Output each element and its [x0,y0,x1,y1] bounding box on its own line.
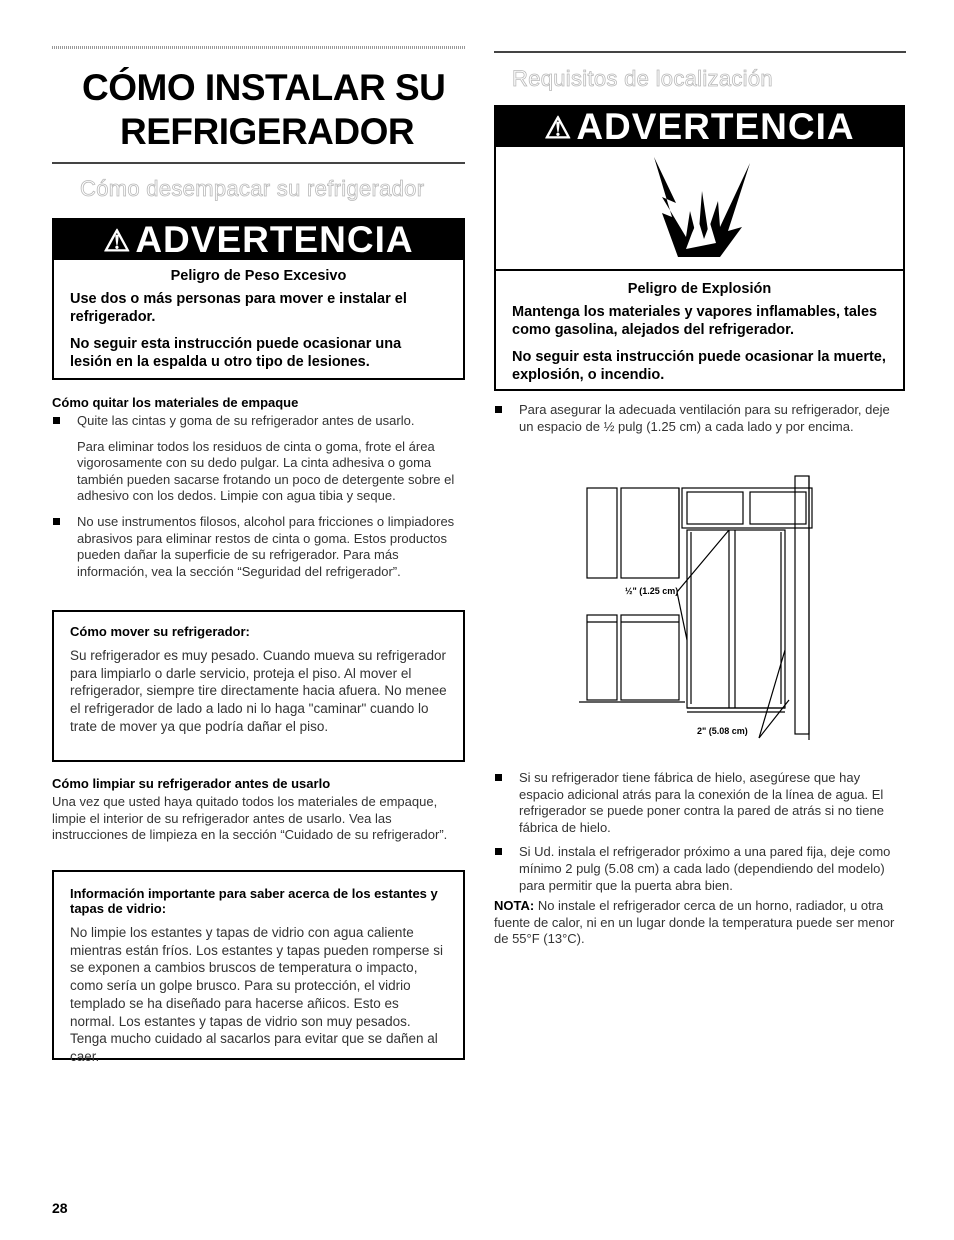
dotted-rule [52,46,465,49]
warning-triangle-icon: ⚠ [103,225,132,258]
remove-packaging-section [52,395,465,580]
warning-text-2: No seguir esta instrucción puede ocasionar la muerte, explosión, o incendio. [512,349,886,383]
ventilation-note [494,402,894,435]
clearance-label-bottom: 2" (5.08 cm) [697,726,748,736]
note-text: No instale el refrigerador cerca de un horno, radiador, u otra fuente de calor, ni en un lugar donde la temperatura puede ser menor de 55°F (13°C). [494,898,895,947]
location-requirements-list [494,770,904,948]
glass-shelves-box [52,870,465,1064]
explosion-warning-box [494,105,905,391]
page-title-line2: REFRIGERADOR [120,111,415,152]
glass-shelves-text: No limpie los estantes y tapas de vidrio con agua caliente mientras están fríos. Los estantes y tapas pueden romperse si se exponen a cambios bruscos de temperatura o impacto, como sería un golpe brusco. Para su protección, el vidrio templado se ha diseñado para hacerse añicos. Esto es normal. Los estantes y tapas de vidrio son muy pesados. Tenga mucho cuidado al sacarlos para evitar que se dañen al caer. [70,925,443,1064]
list-item: Si su refrigerador tiene fábrica de hielo, asegúrese que hay espacio adicional atrás para la conexión de la línea de agua. El refrigerador se puede poner contra la pared de atrás si no tiene fábrica de hielo. [494,770,904,836]
explosion-pictogram-area [496,147,903,271]
list-item: Para asegurar la adecuada ventilación para su refrigerador, deje un espacio de ½ pulg (1.25 cm) a cada lado y por encima. [494,402,894,435]
explosion-icon [646,153,756,263]
warning-subtitle: Peligro de Explosión [627,281,772,297]
clean-section [52,776,465,844]
note-label: NOTA: [494,898,535,914]
warning-header [496,107,903,147]
clearance-label-top: ½" (1.25 cm) [625,586,679,596]
warning-header-text: ADVERTENCIA [135,219,414,260]
warning-text-2: No seguir esta instrucción puede ocasionar una lesión en la espalda u otro tipo de lesiones. [70,336,402,370]
note-paragraph [494,898,904,948]
page-title-line1: CÓMO INSTALAR SU [82,67,446,108]
section-rule [494,51,906,53]
list-item: No use instrumentos filosos, alcohol para fricciones o limpiadores abrasivos para eliminar restos de cinta o goma. Estos productos pueden dañar la superficie de su refrigerador. Para más información, vea la sección “Seguridad del refrigerador”. [52,514,465,580]
weight-warning-box [52,218,465,380]
remove-packaging-paragraph: Para eliminar todos los residuos de cinta o goma, frote el área vigorosamente con su dedo pulgar. La cinta adhesiva o goma también pueden sacarse frotando un poco de detergente sobre el adhesivo con los dedos. Limpie con agua tibia y seque. [77,438,455,504]
installation-clearance-diagram [579,470,899,740]
glass-shelves-heading: Información importante para saber acerca de los estantes y tapas de vidrio: [70,886,438,916]
warning-triangle-icon: ⚠ [544,112,573,145]
page-number: 28 [52,1200,68,1216]
page-title [82,66,445,154]
warning-text-1: Use dos o más personas para mover e instalar el refrigerador. [70,291,407,325]
list-item: Si Ud. instala el refrigerador próximo a una pared fija, deje como mínimo 2 pulg (5.08 cm) a cada lado (dependiendo del modelo) para permitir que la puerta abra bien. [494,844,904,894]
warning-subtitle: Peligro de Peso Excesivo [170,268,347,284]
warning-text-1: Mantenga los materiales y vapores inflamables, tales como gasolina, alejados del refrigerador. [512,304,878,338]
section-title-location: Requisitos de localización [512,66,773,91]
list-item: Quite las cintas y goma de su refrigerador antes de usarlo. [52,413,465,430]
section-rule [52,162,465,164]
remove-packaging-heading: Cómo quitar los materiales de empaque [52,395,299,410]
warning-header [54,220,463,260]
warning-header-text: ADVERTENCIA [576,106,855,147]
clean-text: Una vez que usted haya quitado todos los materiales de empaque, limpie el interior de su refrigerador antes de usarlo. Vea las instrucciones de limpieza en la sección “Cuidado de su refrigerador”. [52,794,448,843]
move-refrigerator-box [52,610,465,762]
section-title-unpack: Cómo desempacar su refrigerador [80,176,425,201]
move-refrigerator-text: Su refrigerador es muy pesado. Cuando mueva su refrigerador para limpiarlo o darle servicio, proteja el piso. Al mover el refrigerador, siempre tire directamente hacia afuera. No menee el refrigerador de lado a lado ni lo haga "caminar" cuando lo trate de mover ya que podría dañar el piso. [70,648,447,734]
move-refrigerator-heading: Cómo mover su refrigerador: [70,624,250,639]
clearance-diagram-svg [579,470,899,740]
clean-heading: Cómo limpiar su refrigerador antes de usarlo [52,776,331,791]
